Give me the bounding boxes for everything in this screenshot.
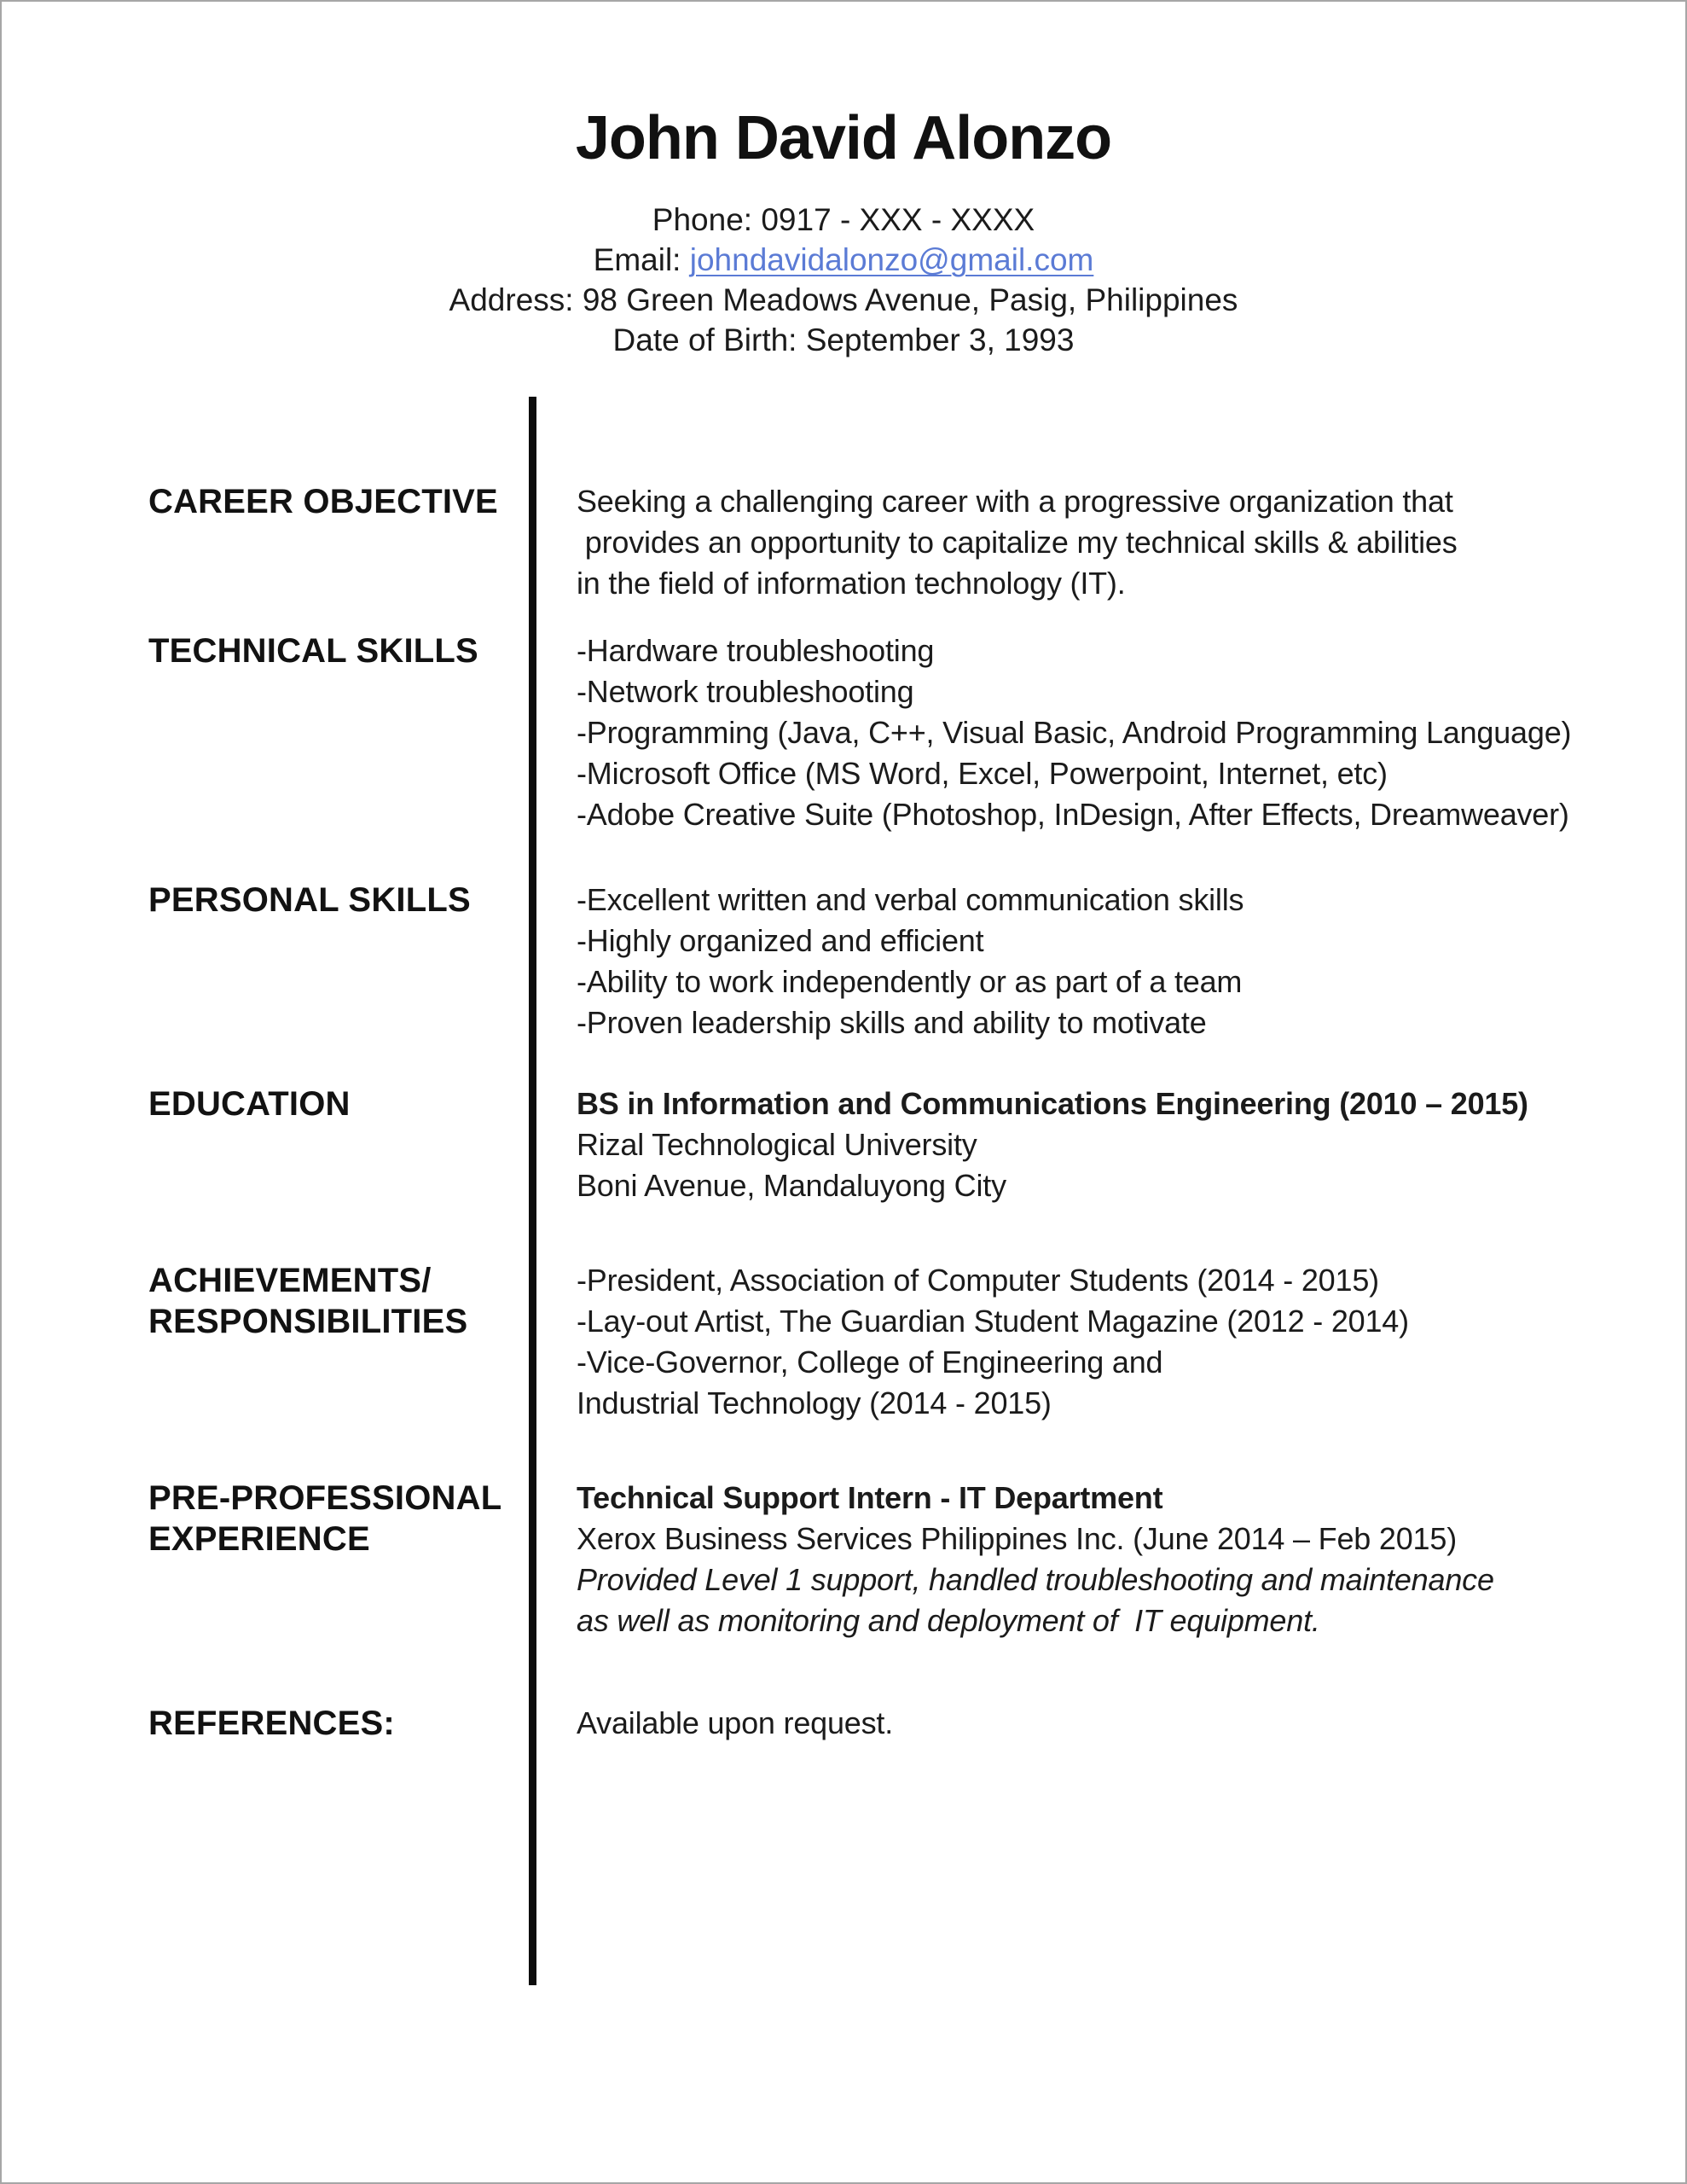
section-label	[2, 1478, 529, 1560]
resume-section	[2, 630, 1685, 835]
section-body-line: Rizal Technological University	[577, 1127, 977, 1162]
contact-block	[2, 200, 1685, 360]
section-body-line: as well as monitoring and deployment of IT equipment.	[577, 1603, 1320, 1638]
dob-value: September 3, 1993	[805, 322, 1075, 357]
email-line	[2, 240, 1685, 280]
section-body-line: Xerox Business Services Philippines Inc. (June 2014 – Feb 2015)	[577, 1521, 1457, 1556]
section-body	[529, 1703, 1685, 1744]
person-name: John David Alonzo	[575, 104, 1112, 172]
section-label	[2, 1260, 529, 1342]
section-label-line: PERSONAL SKILLS	[148, 881, 471, 919]
vertical-divider-rule	[529, 397, 536, 1985]
section-body-line: -Lay-out Artist, The Guardian Student Magazine (2012 - 2014)	[577, 1304, 1409, 1339]
section-body	[529, 1478, 1685, 1641]
section-label-line: EXPERIENCE	[148, 1520, 370, 1558]
section-body-line: -Ability to work independently or as part of a team	[577, 964, 1243, 999]
section-body	[529, 880, 1685, 1043]
email-link[interactable]: johndavidalonzo@gmail.com	[689, 242, 1094, 277]
section-body-line: -Network troubleshooting	[577, 674, 914, 709]
resume-section	[2, 481, 1685, 604]
section-body-line: -President, Association of Computer Students (2014 - 2015)	[577, 1263, 1379, 1298]
section-label	[2, 630, 529, 671]
section-body	[529, 1260, 1685, 1424]
email-label: Email:	[593, 242, 681, 277]
section-body-line: -Proven leadership skills and ability to motivate	[577, 1005, 1207, 1040]
resume-section	[2, 1703, 1685, 1744]
section-label-line: RESPONSIBILITIES	[148, 1303, 468, 1340]
section-body-line: -Highly organized and efficient	[577, 923, 984, 958]
phone-value: 0917 - XXX - XXXX	[761, 202, 1035, 237]
resume-section	[2, 1478, 1685, 1641]
section-label	[2, 481, 529, 522]
section-label-line: REFERENCES:	[148, 1705, 395, 1742]
phone-line	[2, 200, 1685, 240]
resume-section	[2, 880, 1685, 1043]
section-body-line: Technical Support Intern - IT Department	[577, 1480, 1163, 1515]
section-body	[529, 481, 1685, 604]
section-label-line: EDUCATION	[148, 1085, 351, 1123]
section-body-line: Seeking a challenging career with a progressive organization that	[577, 484, 1453, 519]
section-label-line: ACHIEVEMENTS/	[148, 1262, 432, 1299]
section-body-line: Boni Avenue, Mandaluyong City	[577, 1168, 1006, 1203]
dob-line	[2, 320, 1685, 360]
section-label	[2, 1703, 529, 1744]
section-body-line: Available upon request.	[577, 1705, 894, 1740]
resume-section	[2, 1260, 1685, 1424]
section-label-line: PRE-PROFESSIONAL	[148, 1479, 502, 1517]
section-body-line: -Vice-Governor, College of Engineering and	[577, 1345, 1163, 1380]
section-body-line: in the field of information technology (IT).	[577, 566, 1126, 601]
section-body	[529, 630, 1685, 835]
section-body-line: -Microsoft Office (MS Word, Excel, Powerpoint, Internet, etc)	[577, 756, 1388, 791]
section-body-line: provides an opportunity to capitalize my technical skills & abilities	[577, 525, 1458, 560]
address-line	[2, 280, 1685, 320]
address-label: Address:	[449, 282, 574, 317]
section-body-line: BS in Information and Communications Engineering (2010 – 2015)	[577, 1086, 1528, 1121]
section-body	[529, 1083, 1685, 1206]
resume-header	[2, 2, 1685, 360]
resume-section	[2, 1083, 1685, 1206]
section-body-line: -Programming (Java, C++, Visual Basic, Android Programming Language)	[577, 715, 1572, 750]
section-body-line: -Adobe Creative Suite (Photoshop, InDesign, After Effects, Dreamweaver)	[577, 797, 1569, 832]
section-label-line: TECHNICAL SKILLS	[148, 632, 478, 670]
section-label-line: CAREER OBJECTIVE	[148, 483, 498, 520]
address-value: 98 Green Meadows Avenue, Pasig, Philippines	[582, 282, 1238, 317]
section-body-line: Industrial Technology (2014 - 2015)	[577, 1385, 1052, 1420]
resume-sections	[2, 481, 1685, 1744]
section-body-line: -Hardware troubleshooting	[577, 633, 935, 668]
section-label	[2, 880, 529, 921]
section-label	[2, 1083, 529, 1124]
phone-label: Phone:	[652, 202, 753, 237]
dob-label: Date of Birth:	[612, 322, 797, 357]
section-body-line: -Excellent written and verbal communication skills	[577, 882, 1244, 917]
section-body-line: Provided Level 1 support, handled troubleshooting and maintenance	[577, 1562, 1494, 1597]
